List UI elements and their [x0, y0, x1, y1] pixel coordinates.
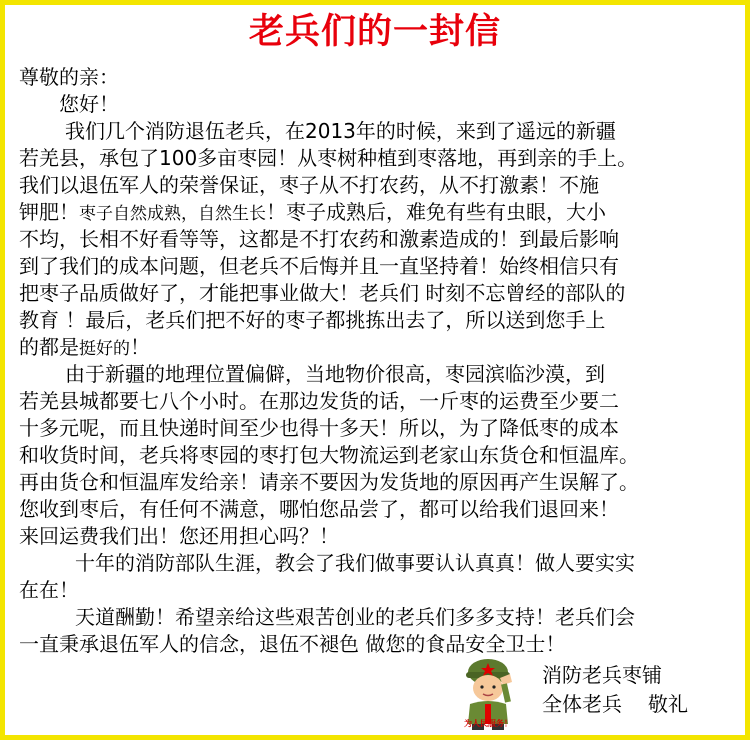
page-title: 老兵们的一封信: [248, 12, 501, 52]
paragraph-1-line-7: 把枣子品质做好了，才能把事业做大！老兵们 时刻不忘曾经的部队的: [19, 281, 626, 305]
paragraph-3-line-1: 十年的消防部队生涯，教会了我们做事要认认真真！做人要实实: [75, 551, 635, 575]
paragraph-1-line-9c: ！: [130, 335, 150, 359]
paragraph-1-line-4: [19, 199, 744, 226]
paragraph-1-line-3: 我们以退伍军人的荣誉保证，枣子从不打农药，从不打激素！不施: [19, 173, 599, 197]
paragraph-4-line-1: 天道酬勤！希望亲给这些艰苦创业的老兵们多多支持！老兵们会: [75, 605, 635, 629]
signature-line-2: [542, 690, 688, 719]
paragraph-1-line-8: 教育 ！最后，老兵们把不好的枣子都挑拣出去了，所以送到您手上: [19, 308, 606, 332]
paragraph-1-line-9: [19, 334, 744, 361]
mascot-caption: 为人民服务！: [464, 719, 512, 728]
paragraph-1-line-4a: 钾肥！: [19, 200, 79, 224]
paragraph-2-line-6: 您收到枣后，有任何不满意，哪怕您品尝了，都可以给我们退回来！: [19, 497, 619, 521]
paragraph-2-line-4: 和收货时间，老兵将枣园的枣打包大物流运到老家山东货仓和恒温库。: [19, 443, 639, 467]
signature-shop: 消防老兵枣铺: [542, 663, 662, 687]
paragraph-2-line-2: 若羌县城都要七八个小时。在那边发货的话，一斤枣的运费至少要二: [19, 389, 619, 413]
paragraph-3-line-2: 在在！: [19, 578, 79, 602]
paragraph-4-line-2: 一直秉承退伍军人的信念，退伍不褪色 做您的食品安全卫士！: [19, 632, 566, 656]
paragraph-1-line-9a: 的都是: [19, 335, 79, 359]
paragraph-1-line-9b: 挺好的: [79, 339, 130, 359]
signature-group: 全体老兵: [542, 692, 622, 716]
paragraph-1-line-2: 若羌县，承包了100多亩枣园！从枣树种植到枣落地，再到亲的手上。: [19, 146, 638, 170]
signature-salute: 敬礼: [648, 692, 688, 716]
hello-line: 您好！: [59, 92, 119, 116]
paragraph-2-line-3: 十多元呢，而且快递时间至少也得十多天！所以，为了降低枣的成本: [19, 416, 619, 440]
paragraph-1-line-4b: 枣子自然成熟，自然生长: [79, 204, 266, 224]
paragraph-1-line-1: 我们几个消防退伍老兵，在2013年的时候，来到了遥远的新疆: [65, 119, 616, 143]
greeting: 尊敬的亲：: [19, 65, 119, 89]
paragraph-1-line-4c: ！枣子成熟后，难免有些有虫眼，大小: [266, 200, 606, 224]
paragraph-2-line-5: 再由货仓和恒温库发给亲！请亲不要因为发货地的原因再产生误解了。: [19, 470, 639, 494]
paragraph-2-line-7: 来回运费我们出！您还用担心吗？！: [19, 524, 339, 548]
paragraph-2-line-1: 由于新疆的地理位置偏僻，当地物价很高，枣园滨临沙漠，到: [65, 362, 605, 386]
paragraph-1-line-5: 不均，长相不好看等等，这都是不打农药和激素造成的！到最后影响: [19, 227, 619, 251]
signature-block: [542, 661, 688, 719]
letter-body: [19, 64, 744, 658]
paragraph-1-line-6: 到了我们的成本问题，但老兵不后悔并且一直坚持着！始终相信只有: [19, 254, 619, 278]
